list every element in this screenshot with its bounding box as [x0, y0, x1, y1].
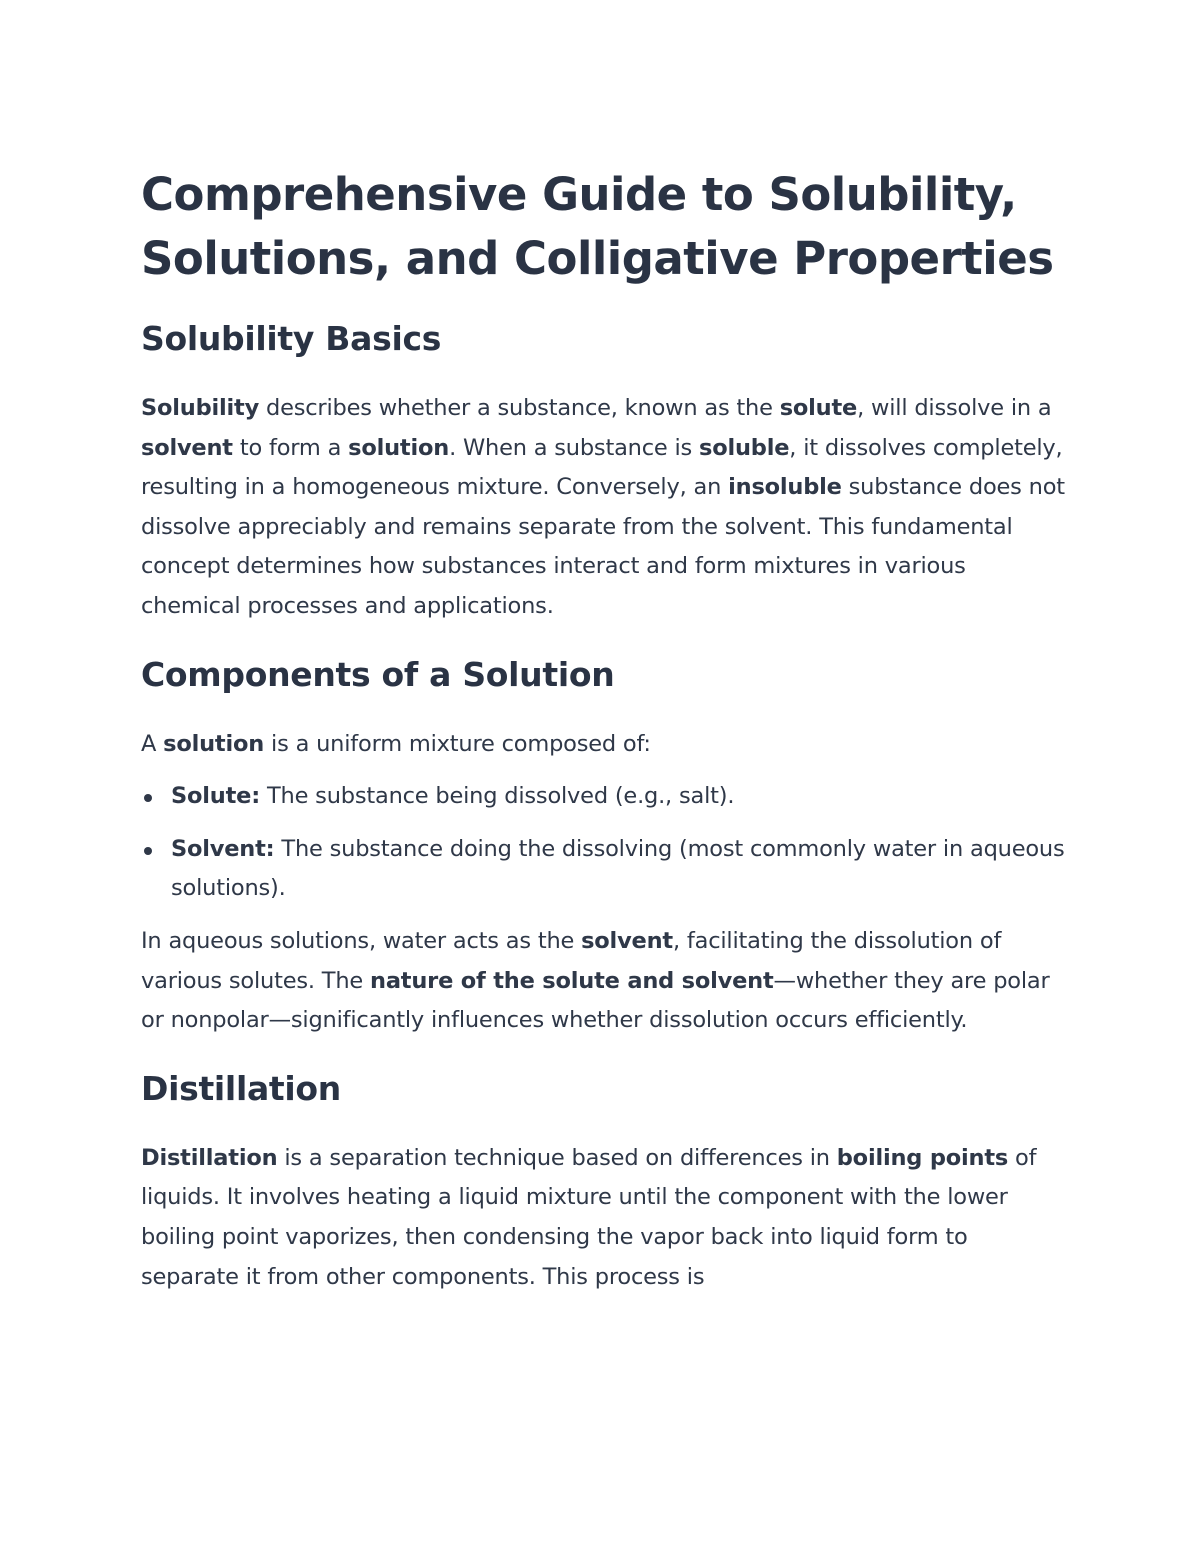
- document-content: [141, 163, 1071, 1297]
- term-solvent: solvent: [581, 927, 673, 954]
- list-item-solute: [141, 777, 1071, 817]
- term-distillation: Distillation: [141, 1144, 278, 1171]
- list-item-text: The substance doing the dissolving (most commonly water in aqueous solutions).: [171, 835, 1065, 902]
- paragraph-distillation: Distillation is a separation technique based on differences in boiling points of liquids. It involves heating a liquid mixture until the component with the lower boiling point vaporizes, then condensing the vapor back into liquid form to separate it from other components. This process is: [141, 1144, 1037, 1290]
- components-list: [141, 777, 1071, 909]
- term-nature-of-solute-and-solvent: nature of the solute and solvent: [370, 967, 774, 994]
- term-solution: solution: [348, 434, 450, 461]
- term-solubility: Solubility: [141, 395, 260, 421]
- section-heading-solubility-basics: Solubility Basics: [141, 319, 442, 358]
- list-item-solvent: [141, 830, 1071, 909]
- list-item-term: Solvent:: [171, 835, 275, 862]
- term-solution: solution: [163, 730, 265, 757]
- term-solute: solute: [779, 395, 858, 421]
- document-title: Comprehensive Guide to Solubility, Solutions, and Colligative Properties: [141, 168, 1054, 285]
- list-item-text: The substance being dissolved (e.g., salt).: [260, 783, 735, 810]
- paragraph-aqueous-solutions: In aqueous solutions, water acts as the solvent, facilitating the dissolution of various solutes. The nature of the solute and solvent—whether they are polar or nonpolar—significantly influences whether dissolution occurs efficiently.: [141, 927, 1050, 1034]
- term-insoluble: insoluble: [728, 474, 842, 501]
- section-heading-distillation: Distillation: [141, 1068, 341, 1108]
- term-solvent: solvent: [141, 434, 233, 461]
- paragraph-components-intro: A solution is a uniform mixture composed of:: [141, 730, 651, 757]
- paragraph-solubility-basics: Solubility describes whether a substance, known as the solute, will dissolve in a solvent to form a solution. When a substance is soluble, it dissolves completely, resulting in a homogeneous mixture. Conversely, an insoluble substance does not dissolve appreciably and remains separate from the solvent. This fundamental concept determines how substances interact and form mixtures in various chemical processes and applications.: [141, 395, 1065, 619]
- term-soluble: soluble: [699, 434, 790, 461]
- term-boiling-points: boiling points: [836, 1144, 1009, 1171]
- section-heading-components: Components of a Solution: [141, 654, 615, 694]
- list-item-term: Solute:: [171, 783, 261, 810]
